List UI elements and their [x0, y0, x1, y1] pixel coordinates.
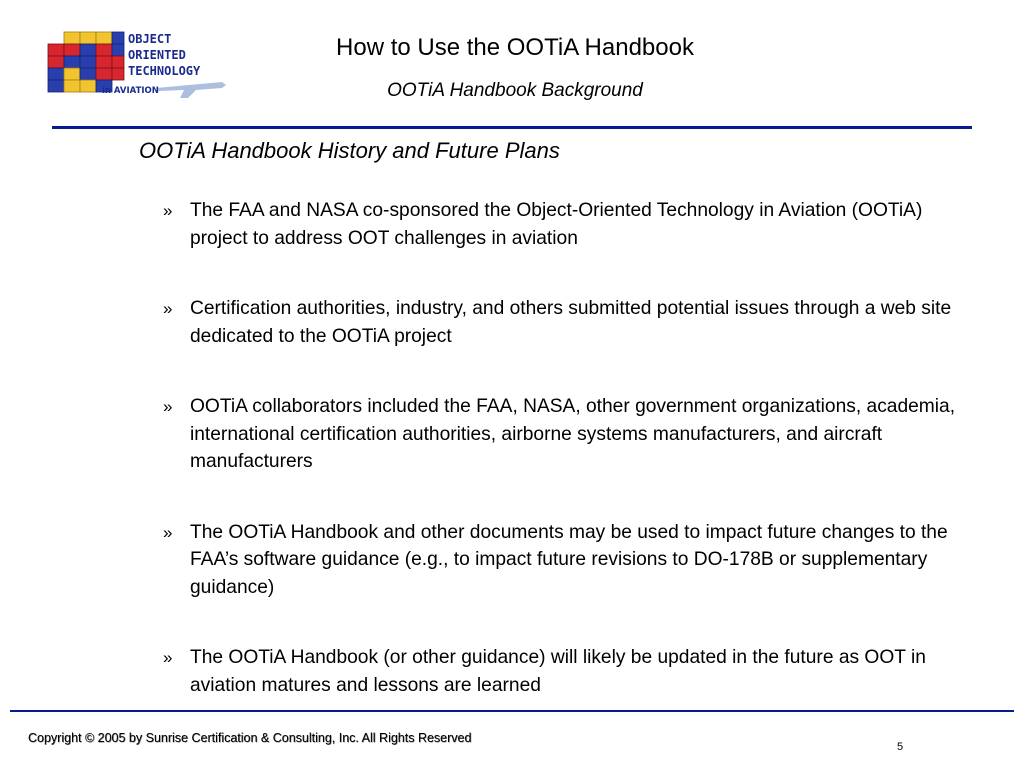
bullet-text: OOTiA collaborators included the FAA, NASA, other government organizations, academia, international certification authorities, airborne systems manufacturers, and aircraft manufacturers	[190, 396, 956, 472]
bullet-item	[163, 644, 963, 699]
slide-subtitle: OOTiA Handbook Background	[387, 80, 643, 101]
bullet-item	[163, 393, 963, 476]
ootia-logo	[46, 30, 228, 100]
bullet-text: The OOTiA Handbook (or other guidance) will likely be updated in the future as OOT in aviation matures and lessons are learned	[190, 647, 926, 696]
bullet-text: The FAA and NASA co-sponsored the Object-Oriented Technology in Aviation (OOTiA) project to address OOT challenges in aviation	[190, 200, 923, 249]
svg-text:in AVIATION: in AVIATION	[102, 86, 159, 96]
bullet-list	[163, 197, 963, 742]
bullet-marker-icon: »	[163, 522, 173, 542]
bullet-marker-icon: »	[163, 201, 173, 220]
footer-divider	[10, 710, 1014, 712]
page-number: 5	[897, 741, 904, 753]
bullet-marker-icon: »	[163, 299, 173, 318]
lego-blocks-logo-icon	[46, 30, 228, 100]
bullet-text: Certification authorities, industry, and others submitted potential issues through a web site dedicated to the OOTiA project	[190, 298, 952, 347]
svg-text:TECHNOLOGY: TECHNOLOGY	[128, 64, 201, 78]
header-divider	[52, 126, 972, 129]
copyright-notice: Copyright © 2005 by Sunrise Certification & Consulting, Inc. All Rights Reserved	[28, 731, 472, 745]
bullet-marker-icon: »	[163, 397, 173, 416]
section-heading: OOTiA Handbook History and Future Plans	[139, 138, 560, 163]
svg-text:ORIENTED: ORIENTED	[128, 48, 186, 62]
bullet-item	[163, 197, 963, 252]
bullet-item	[163, 519, 963, 602]
svg-text:OBJECT: OBJECT	[128, 32, 172, 46]
bullet-marker-icon: »	[163, 648, 173, 667]
bullet-item	[163, 295, 963, 350]
slide-title: How to Use the OOTiA Handbook	[336, 34, 694, 61]
bullet-text: The OOTiA Handbook and other documents may be used to impact future changes to the FAA’s software guidance (e.g., to impact future revisions to DO-178B or supplementary guidance)	[190, 521, 948, 598]
